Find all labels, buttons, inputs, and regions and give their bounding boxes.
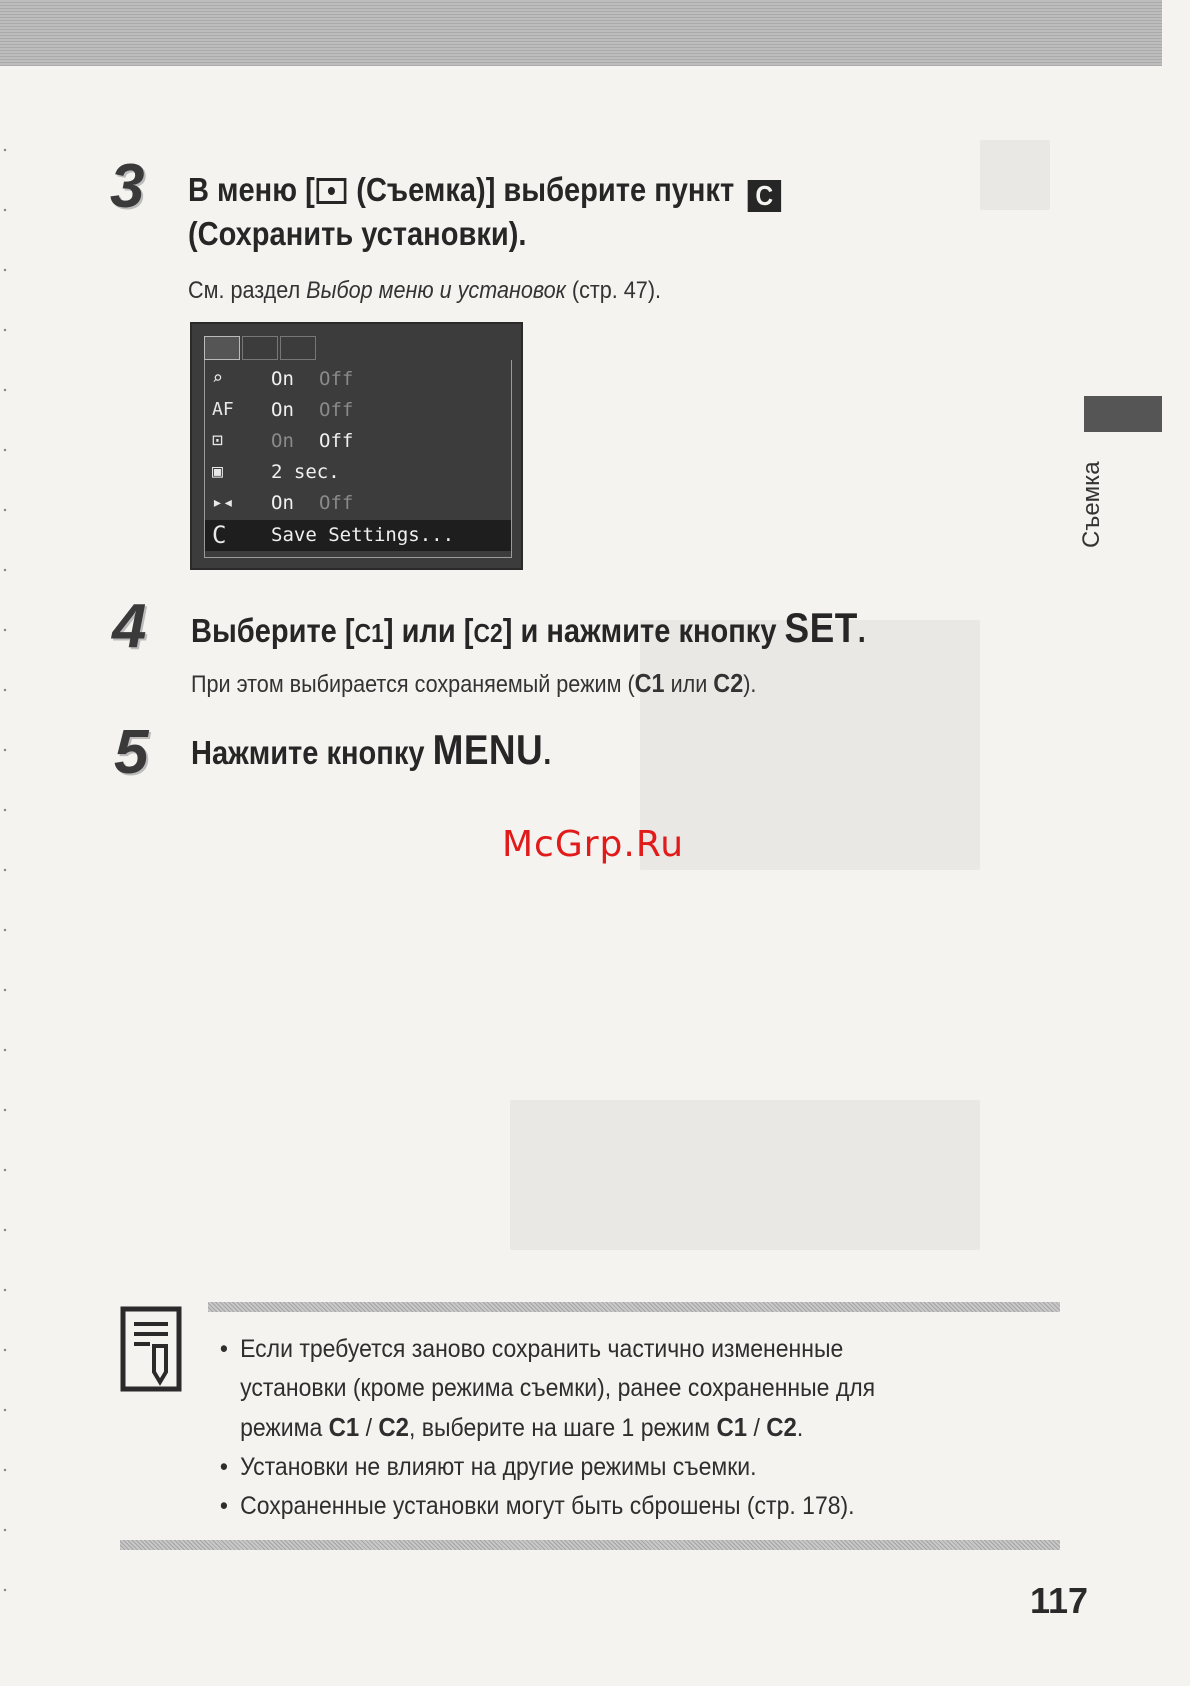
- lcd-tabs: [204, 336, 334, 360]
- lcd-row: [205, 426, 511, 457]
- lcd-value: On: [271, 368, 294, 390]
- step-5-title: [191, 726, 552, 773]
- lcd-menu-panel: [204, 360, 512, 558]
- note-bottom-rule: [120, 1540, 1060, 1550]
- lcd-value: 2 sec.: [271, 461, 340, 483]
- lcd-tab-shooting: [204, 336, 240, 360]
- mode-c1-label: C1: [354, 618, 384, 648]
- lcd-value: Save Settings...: [271, 524, 455, 546]
- note-text: /: [359, 1414, 379, 1442]
- note-text: .: [796, 1414, 804, 1442]
- step-number-5: 5: [114, 718, 149, 787]
- review-icon: ▣: [212, 461, 223, 482]
- note-item-continued: [218, 1408, 991, 1448]
- camera-menu-screen: [190, 322, 523, 570]
- desc-text: или: [664, 671, 714, 698]
- step-5-title-text: Нажмите кнопку: [191, 734, 433, 771]
- section-tab-marker: [1084, 396, 1162, 432]
- lcd-tab-play: [242, 336, 278, 360]
- ref-text: (стр. 47).: [565, 277, 662, 304]
- desc-text: ).: [743, 671, 757, 698]
- step-3-reference: [188, 276, 661, 306]
- lcd-row: [205, 364, 511, 395]
- step-3-title: [188, 170, 781, 212]
- binding-edge: [3, 120, 7, 1620]
- step-4-title: [191, 604, 866, 653]
- lcd-value-dim: On: [271, 430, 294, 452]
- show-through: [640, 620, 980, 870]
- mode-c1-label: C1: [328, 1412, 360, 1442]
- page-number: 117: [1030, 1580, 1089, 1621]
- mode-c2-label: C2: [378, 1412, 410, 1442]
- note-item: • Если требуется заново сохранить частично измененные: [218, 1330, 991, 1369]
- mode-c2-label: C2: [473, 618, 503, 648]
- top-gray-band: [0, 0, 1162, 66]
- step-5-title-text: .: [543, 734, 552, 771]
- set-key-label: SET: [784, 604, 858, 651]
- mode-c2-label: C2: [766, 1412, 797, 1442]
- step-number-4: 4: [112, 592, 147, 661]
- note-item: • Установки не влияют на другие режимы съемки.: [218, 1448, 991, 1487]
- note-top-rule: [208, 1302, 1060, 1312]
- step-4-description: [191, 668, 756, 700]
- show-through: [980, 140, 1050, 210]
- mode-c1-label: C1: [716, 1412, 748, 1442]
- step-3-title-text: В меню [: [188, 171, 315, 208]
- step-3-title-text: (Съемка)] выберите пункт: [348, 171, 743, 208]
- step-number-3: 3: [110, 152, 145, 221]
- note-text: /: [747, 1414, 767, 1442]
- step-4-title-text: ] или [: [383, 612, 474, 649]
- af-assist-icon: AF: [212, 399, 234, 420]
- notes-list: [218, 1330, 1058, 1526]
- af-frame-icon: ⊡: [212, 430, 223, 451]
- mode-c1-label: C1: [634, 668, 665, 698]
- ref-link-text: Выбор меню и установок: [306, 277, 566, 304]
- lcd-tab-setup: [280, 336, 316, 360]
- mode-c2-label: C2: [713, 668, 744, 698]
- note-text: , выберите на шаге 1 режим: [409, 1414, 717, 1442]
- step-4-title-text: ] и нажмите кнопку: [502, 612, 785, 649]
- step-4-title-text: .: [857, 612, 866, 649]
- custom-c-icon: C: [748, 180, 781, 212]
- lcd-value: Off: [319, 430, 354, 452]
- camera-icon: [317, 178, 347, 204]
- ref-text: См. раздел: [188, 277, 307, 304]
- note-item-continued: [218, 1369, 991, 1408]
- show-through: [510, 1100, 980, 1250]
- lcd-value: On: [271, 399, 294, 421]
- lcd-value: On: [271, 492, 294, 514]
- section-side-label: Съемка: [1078, 461, 1105, 548]
- digital-zoom-icon: ⌕: [212, 368, 223, 389]
- stitch-assist-icon: ▸◂: [212, 492, 234, 513]
- menu-key-label: MENU: [432, 726, 544, 773]
- custom-c-icon: C: [212, 521, 227, 549]
- lcd-value-dim: Off: [319, 492, 354, 514]
- lcd-row: [205, 457, 511, 488]
- lcd-row-selected: [205, 520, 511, 551]
- lcd-row: [205, 395, 511, 426]
- watermark: McGrp.Ru: [502, 824, 685, 865]
- desc-text: При этом выбирается сохраняемый режим (: [191, 671, 635, 698]
- note-pencil-icon: [120, 1306, 182, 1392]
- step-4-title-text: Выберите [: [191, 612, 355, 649]
- note-text: установки (кроме режима съемки), ранее сохраненные для: [240, 1374, 876, 1402]
- lcd-value-dim: Off: [319, 368, 354, 390]
- note-text: режима: [240, 1414, 329, 1442]
- note-item: • Сохраненные установки могут быть сброшены (стр. 178).: [218, 1487, 991, 1526]
- step-3-title-line2: (Сохранить установки).: [188, 215, 527, 252]
- lcd-row: [205, 488, 511, 519]
- lcd-value-dim: Off: [319, 399, 354, 421]
